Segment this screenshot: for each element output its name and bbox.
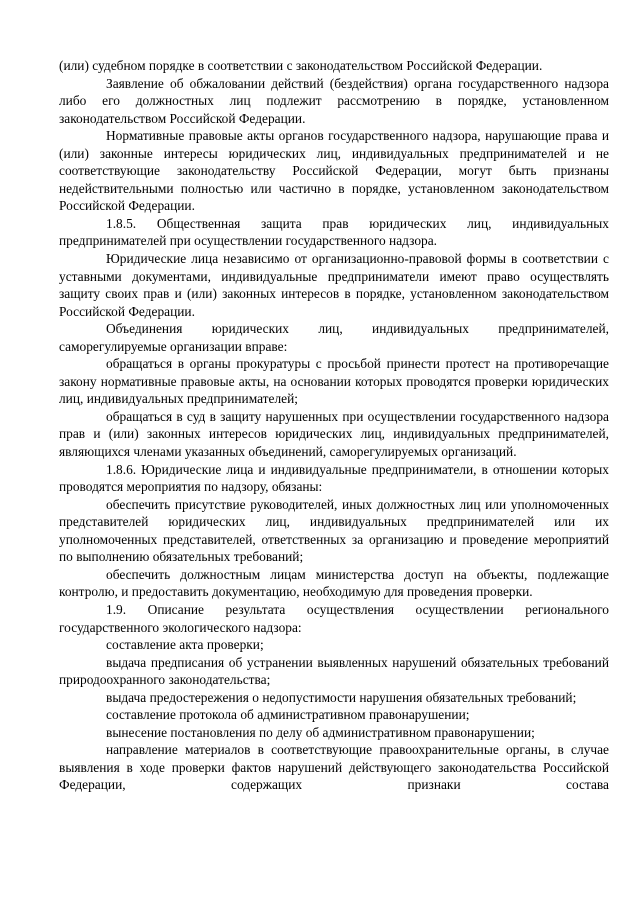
paragraph: Нормативные правовые акты органов государственного надзора, нарушающие права и (или) законные интересы юридических лиц, индивидуальных предпринимателей и не соответствующие законодательству Российской Федерации, могут быть признаны недействительными полностью или частично в порядке, установленном законодательством Российской Федерации. (59, 128, 609, 214)
paragraph: (или) судебном порядке в соответствии с законодательством Российской Федерации. (59, 58, 543, 73)
paragraph: обращаться в органы прокуратуры с просьбой принести протест на противоречащие закону нормативные правовые акты, на основании которых проводятся проверки юридических лиц, индивидуальных предпринимателей; (59, 356, 609, 407)
paragraph: Заявление об обжаловании действий (бездействия) органа государственного надзора либо его должностных лиц подлежит рассмотрению в порядке, установленном законодательством Российской Федерации. (59, 75, 609, 126)
paragraph: обращаться в суд в защиту нарушенных при осуществлении государственного надзора прав и (или) законных интересов юридических лиц, индивидуальных предпринимателей, являющихся членами указанных объединений, саморегулируемых организаций. (59, 408, 609, 460)
document-body (59, 57, 609, 794)
paragraph: вынесение постановления по делу об административном правонарушении; (106, 724, 535, 740)
paragraph: Юридические лица независимо от организационно-правовой формы в соответствии с уставными документами, индивидуальные предприниматели имеют право осуществлять защиту своих прав и (или) законных интересов в порядке, установленном законодательством Российской Федерации. (59, 251, 609, 319)
paragraph: обеспечить должностным лицам министерства доступ на объекты, подлежащие контролю, и предоставить документацию, необходимую для проведения проверки. (59, 566, 609, 600)
paragraph: Объединения юридических лиц, индивидуальных предпринимателей, саморегулируемые организации вправе: (59, 321, 609, 354)
paragraph: 1.9. Описание результата осуществления осуществлении регионального государственного экологического надзора: (59, 601, 609, 635)
paragraph: составление протокола об административном правонарушении; (106, 707, 470, 723)
paragraph: составление акта проверки; (106, 637, 264, 653)
paragraph: выдача предписания об устранении выявленных нарушений обязательных требований природоохранного законодательства; (59, 654, 609, 688)
paragraph: 1.8.6. Юридические лица и индивидуальные предприниматели, в отношении которых проводятся мероприятия по надзору, обязаны: (59, 461, 609, 495)
paragraph: выдача предостережения о недопустимости нарушения обязательных требований; (106, 689, 577, 705)
paragraph: 1.8.5. Общественная защита прав юридических лиц, индивидуальных предпринимателей при осуществлении государственного надзора. (59, 215, 609, 249)
paragraph: обеспечить присутствие руководителей, иных должностных лиц или уполномоченных представителей юридических лиц, индивидуальных предпринимателей или их уполномоченных представителей, ответственных за организацию и проведение мероприятий по выполнению обязательных требований; (59, 496, 609, 565)
paragraph: направление материалов в соответствующие правоохранительные органы, в случае выявления в ходе проверки фактов нарушений действующего законодательства Российской Федерации, содержащих признаки состава (59, 742, 609, 793)
